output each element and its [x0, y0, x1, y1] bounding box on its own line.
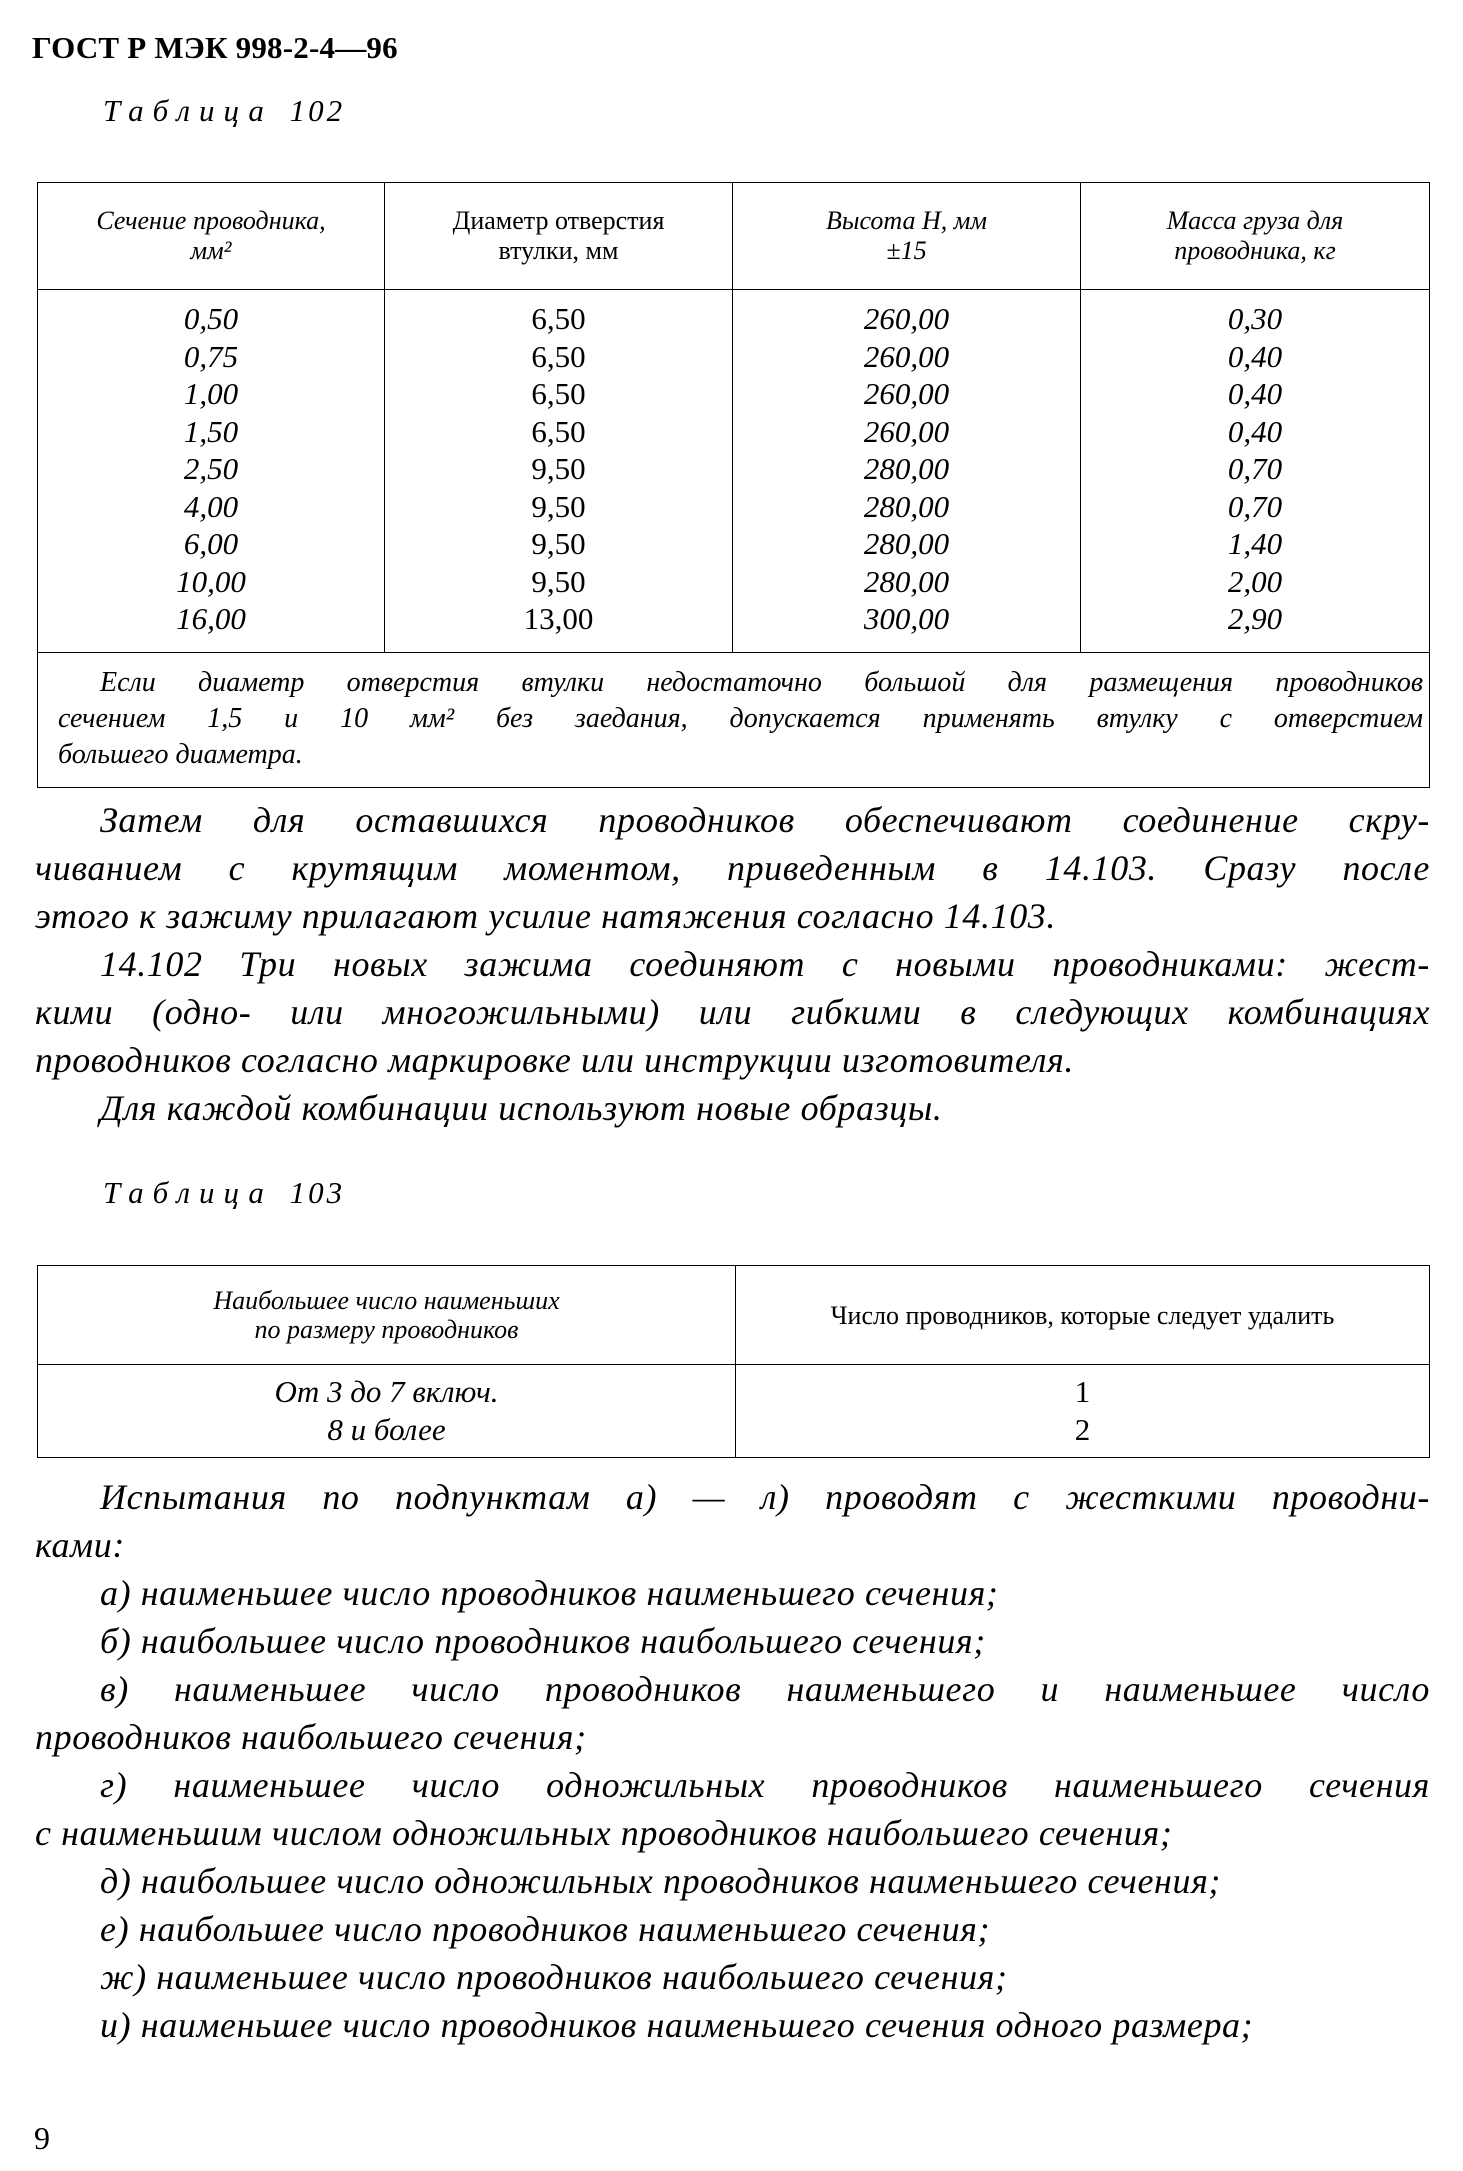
- text-line: ками:: [35, 1525, 125, 1565]
- running-head: ГОСТ Р МЭК 998-2-4—96: [32, 30, 398, 65]
- cell: 8 и более: [327, 1412, 446, 1447]
- cell: 6,50: [531, 413, 586, 449]
- table-103-header-row: [38, 1266, 1430, 1365]
- header-text: мм²: [190, 236, 232, 265]
- cell: 6,50: [531, 301, 586, 336]
- cell: 2,00: [1227, 563, 1283, 599]
- cell: 9,50: [531, 451, 586, 486]
- cell: 260,00: [863, 413, 950, 449]
- list-item-continuation: с наименьшим числом одножильных проводников наибольшего сечения;: [35, 1813, 1173, 1853]
- cell: 1: [1074, 1374, 1091, 1409]
- tests-list: [35, 1569, 1430, 2049]
- note-line: Если диаметр отверстия втулки недостаточно большой для размещения проводников: [100, 667, 1423, 698]
- page-number: 9: [34, 2120, 50, 2156]
- text-line: кими (одно- или многожильными) или гибкими в следующих комбинациях: [35, 992, 1430, 1032]
- text-line: Для каждой комбинации используют новые образцы.: [100, 1088, 943, 1128]
- column-remove-count-values: [736, 1365, 1430, 1458]
- list-item: ж) наименьшее число проводников наибольшего сечения;: [100, 1957, 1008, 1997]
- header-height: [733, 183, 1081, 290]
- cell: 6,00: [183, 526, 239, 561]
- cell: 6,50: [531, 338, 586, 374]
- column-diameter-values: [385, 290, 733, 653]
- header-conductor-section: [38, 183, 385, 290]
- table-102-note: [38, 653, 1430, 788]
- table-102-caption-word: Таблица: [103, 93, 273, 128]
- header-text: Сечение проводника,: [96, 206, 326, 235]
- list-item: е) наибольшее число проводников наименьшего сечения;: [100, 1909, 991, 1949]
- list-item: в) наименьшее число проводников наименьшего и наименьшее число: [100, 1669, 1430, 1709]
- text-line: чиванием с крутящим моментом, приведенным в 14.103. Сразу после: [35, 848, 1430, 888]
- text-line: проводников согласно маркировке или инструкции изготовителя.: [35, 1040, 1074, 1080]
- note-line: сечением 1,5 и 10 мм² без заедания, допускается применять втулку с отверстием: [58, 703, 1423, 734]
- table-103-caption: [103, 1175, 345, 1211]
- list-item-continuation: проводников наибольшего сечения;: [35, 1717, 587, 1757]
- cell: 280,00: [863, 488, 950, 524]
- text-line: этого к зажиму прилагают усилие натяжения согласно 14.103.: [35, 896, 1057, 936]
- cell: 0,50: [183, 301, 239, 336]
- table-102-note-row: [38, 653, 1430, 788]
- cell: 0,75: [183, 338, 239, 374]
- header-sleeve-hole-diameter: [385, 183, 733, 290]
- paragraph-3: [35, 1084, 1430, 1132]
- header-text: ±15: [886, 236, 927, 265]
- cell: 280,00: [863, 526, 950, 561]
- tests-intro: [35, 1473, 1430, 1569]
- header-text: Масса груза для: [1166, 206, 1344, 235]
- cell: 0,40: [1227, 376, 1283, 411]
- cell: 13,00: [523, 601, 594, 636]
- table-102-header-row: [38, 183, 1430, 290]
- cell: 2,50: [183, 451, 239, 486]
- table-102: [37, 182, 1430, 788]
- column-range-values: [38, 1365, 736, 1458]
- table-103-caption-number: 103: [289, 1175, 346, 1210]
- cell: 16,00: [176, 601, 246, 636]
- text-line: 14.102 Три новых зажима соединяют с новыми проводниками: жест-: [100, 944, 1430, 984]
- paragraph-14-102: [35, 940, 1430, 1084]
- table-102-caption: [103, 93, 345, 129]
- cell: 2: [1074, 1412, 1091, 1447]
- column-height-values: [733, 290, 1081, 653]
- header-load-mass: [1081, 183, 1430, 290]
- header-text: по размеру проводников: [254, 1315, 519, 1344]
- cell: 0,40: [1227, 338, 1283, 374]
- cell: 1,50: [183, 413, 239, 449]
- list-item: и) наименьшее число проводников наименьшего сечения одного размера;: [100, 2005, 1254, 2045]
- cell: 0,30: [1227, 301, 1283, 336]
- header-text: Диаметр отверстия: [452, 206, 665, 235]
- cell: 300,00: [863, 601, 950, 636]
- header-conductors-to-remove: Число проводников, которые следует удалить: [736, 1266, 1430, 1365]
- text-line: Затем для оставшихся проводников обеспечивают соединение скру-: [100, 800, 1430, 840]
- cell: 9,50: [531, 488, 586, 524]
- cell: 1,00: [183, 376, 239, 411]
- cell: От 3 до 7 включ.: [274, 1374, 499, 1409]
- column-section-values: [38, 290, 385, 653]
- note-line: большего диаметра.: [58, 739, 303, 770]
- header-max-smallest-conductors: [38, 1266, 736, 1365]
- header-text: проводника, кг: [1174, 236, 1336, 265]
- cell: 0,70: [1227, 451, 1283, 486]
- cell: 6,50: [531, 376, 586, 411]
- list-item: г) наименьшее число одножильных проводников наименьшего сечения: [100, 1765, 1430, 1805]
- cell: 260,00: [863, 338, 950, 374]
- list-item: д) наибольшее число одножильных проводников наименьшего сечения;: [100, 1861, 1222, 1901]
- table-102-caption-number: 102: [289, 93, 346, 128]
- header-text: втулки, мм: [498, 236, 619, 265]
- cell: 280,00: [863, 563, 950, 599]
- text-line: Испытания по подпунктам а) — л) проводят с жесткими проводни-: [100, 1477, 1430, 1517]
- cell: 4,00: [183, 488, 239, 524]
- paragraph-1: [35, 796, 1430, 940]
- cell: 260,00: [863, 301, 950, 336]
- column-mass-values: [1081, 290, 1430, 653]
- cell: 280,00: [863, 451, 950, 486]
- table-103-data-row: [38, 1365, 1430, 1458]
- cell: 1,40: [1227, 526, 1283, 561]
- table-102-data-row: [38, 290, 1430, 653]
- cell: 0,70: [1227, 488, 1283, 524]
- table-103-caption-word: Таблица: [103, 1175, 273, 1210]
- cell: 2,90: [1227, 601, 1283, 636]
- cell: 9,50: [531, 563, 586, 599]
- table-103: [37, 1265, 1430, 1458]
- cell: 9,50: [531, 526, 586, 561]
- list-item: а) наименьшее число проводников наименьшего сечения;: [100, 1573, 999, 1613]
- cell: 260,00: [863, 376, 950, 411]
- header-text: Наибольшее число наименьших: [213, 1286, 560, 1315]
- cell: 10,00: [176, 563, 246, 599]
- header-text: Высота H, мм: [826, 206, 987, 235]
- cell: 0,40: [1227, 413, 1283, 449]
- list-item: б) наибольшее число проводников наибольшего сечения;: [100, 1621, 986, 1661]
